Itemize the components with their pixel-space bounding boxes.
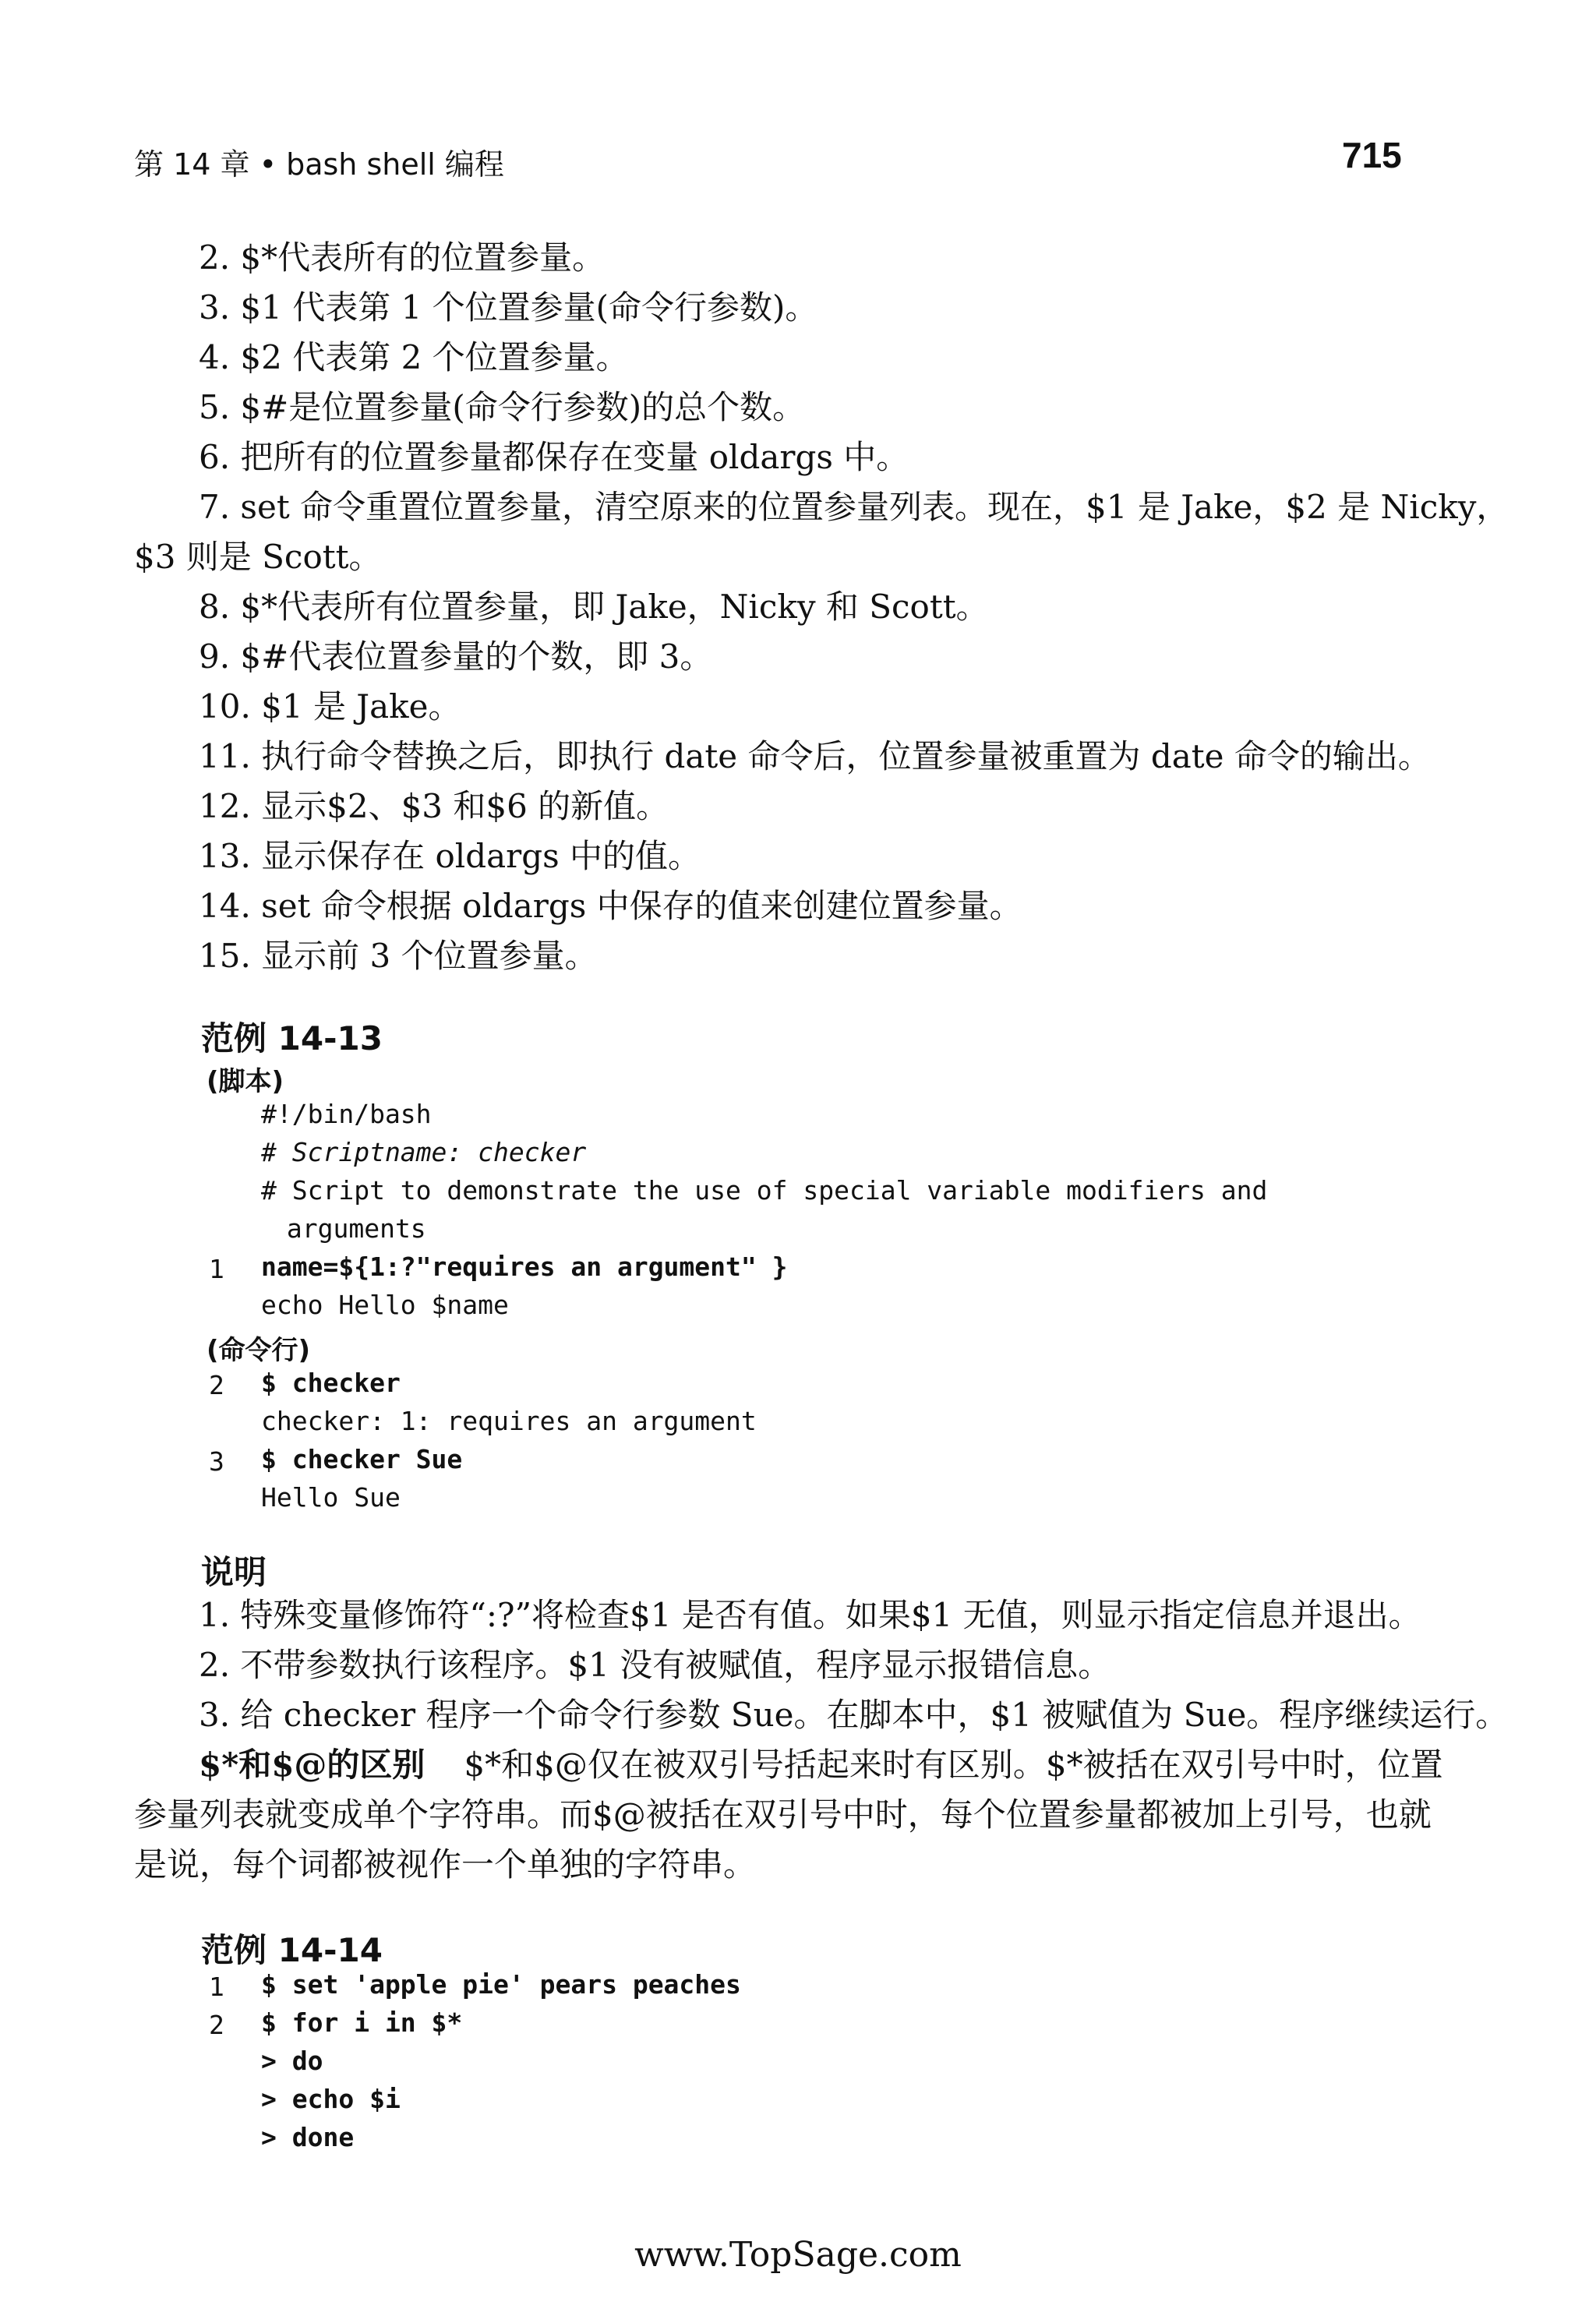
command-line: $ for i in $* bbox=[261, 2007, 463, 2038]
note-item: 3. 给 checker 程序一个命令行参数 Sue。在脚本中，$1 被赋值为 Sue。程序继续运行。 bbox=[199, 1696, 1509, 1734]
explanation-item: 13. 显示保存在 oldargs 中的值。 bbox=[199, 837, 701, 875]
code-comment: # Scriptname: checker bbox=[261, 1137, 587, 1167]
explanation-item: 14. set 命令根据 oldargs 中保存的值来创建位置参量。 bbox=[199, 887, 1022, 925]
diff-paragraph-first-line bbox=[199, 1746, 1443, 1784]
line-number: 1 bbox=[209, 1972, 224, 2002]
explanation-item: 11. 执行命令替换之后，即执行 date 命令后，位置参量被重置为 date 命令的输出。 bbox=[199, 737, 1431, 775]
note-item: 1. 特殊变量修饰符“:?”将检查$1 是否有值。如果$1 无值，则显示指定信息并退出。 bbox=[199, 1596, 1421, 1634]
explanation-item: 6. 把所有的位置参量都保存在变量 oldargs 中。 bbox=[199, 438, 909, 476]
command-line: > echo $i bbox=[261, 2084, 401, 2114]
explanation-item: 2. $*代表所有的位置参量。 bbox=[199, 238, 606, 277]
page-number: 715 bbox=[1342, 135, 1402, 175]
command-output: checker: 1: requires an argument bbox=[261, 1406, 757, 1436]
command-line: > do bbox=[261, 2046, 323, 2076]
command-line: $ checker Sue bbox=[261, 1444, 463, 1474]
code-line: name=${1:?"requires an argument" } bbox=[261, 1252, 788, 1282]
explanation-item-continued: $3 则是 Scott。 bbox=[134, 538, 382, 576]
command-output: Hello Sue bbox=[261, 1482, 401, 1513]
diff-paragraph-line: 参量列表就变成单个字符串。而$@被括在双引号中时，每个位置参量都被加上引号，也就 bbox=[134, 1795, 1432, 1834]
diff-text: $*和$@仅在被双引号括起来时有区别。$*被括在双引号中时，位置 bbox=[464, 1746, 1443, 1784]
script-label: (脚本) bbox=[207, 1066, 284, 1097]
explanation-item: 12. 显示$2、$3 和$6 的新值。 bbox=[199, 787, 669, 825]
explanation-item: 7. set 命令重置位置参量，清空原来的位置参量列表。现在，$1 是 Jake，$2 是 Nicky， bbox=[199, 488, 1509, 526]
explanation-item: 3. $1 代表第 1 个位置参量(命令行参数)。 bbox=[199, 288, 818, 327]
code-comment: arguments bbox=[271, 1213, 426, 1244]
line-number: 2 bbox=[209, 2010, 224, 2040]
line-number: 3 bbox=[209, 1446, 224, 1477]
command-line: $ checker bbox=[261, 1368, 401, 1398]
code-comment: # Script to demonstrate the use of special variable modifiers and bbox=[261, 1175, 1268, 1206]
explanation-item: 5. $#是位置参量(命令行参数)的总个数。 bbox=[199, 388, 806, 426]
diff-lead-in: $*和$@的区别 bbox=[199, 1746, 425, 1784]
diff-paragraph-line: 是说，每个词都被视作一个单独的字符串。 bbox=[134, 1845, 757, 1884]
command-line: > done bbox=[261, 2122, 355, 2152]
example-title: 范例 14-14 bbox=[201, 1931, 383, 1969]
command-label: (命令行) bbox=[207, 1335, 311, 1366]
explanation-item: 15. 显示前 3 个位置参量。 bbox=[199, 937, 598, 975]
command-line: $ set 'apple pie' pears peaches bbox=[261, 1969, 741, 2000]
explanation-item: 4. $2 代表第 2 个位置参量。 bbox=[199, 338, 629, 376]
line-number: 2 bbox=[209, 1370, 224, 1400]
running-header: 第 14 章 • bash shell 编程 bbox=[134, 147, 504, 182]
footer-site: www.TopSage.com bbox=[634, 2235, 962, 2275]
explanation-item: 10. $1 是 Jake。 bbox=[199, 687, 461, 726]
line-number: 1 bbox=[209, 1254, 224, 1284]
code-line: echo Hello $name bbox=[261, 1290, 509, 1320]
code-line: #!/bin/bash bbox=[261, 1099, 432, 1129]
explanation-item: 9. $#代表位置参量的个数，即 3。 bbox=[199, 637, 713, 676]
notes-heading: 说明 bbox=[201, 1553, 267, 1591]
note-item: 2. 不带参数执行该程序。$1 没有被赋值，程序显示报错信息。 bbox=[199, 1646, 1111, 1684]
example-title: 范例 14-13 bbox=[201, 1019, 383, 1057]
explanation-item: 8. $*代表所有位置参量，即 Jake，Nicky 和 Scott。 bbox=[199, 588, 989, 626]
